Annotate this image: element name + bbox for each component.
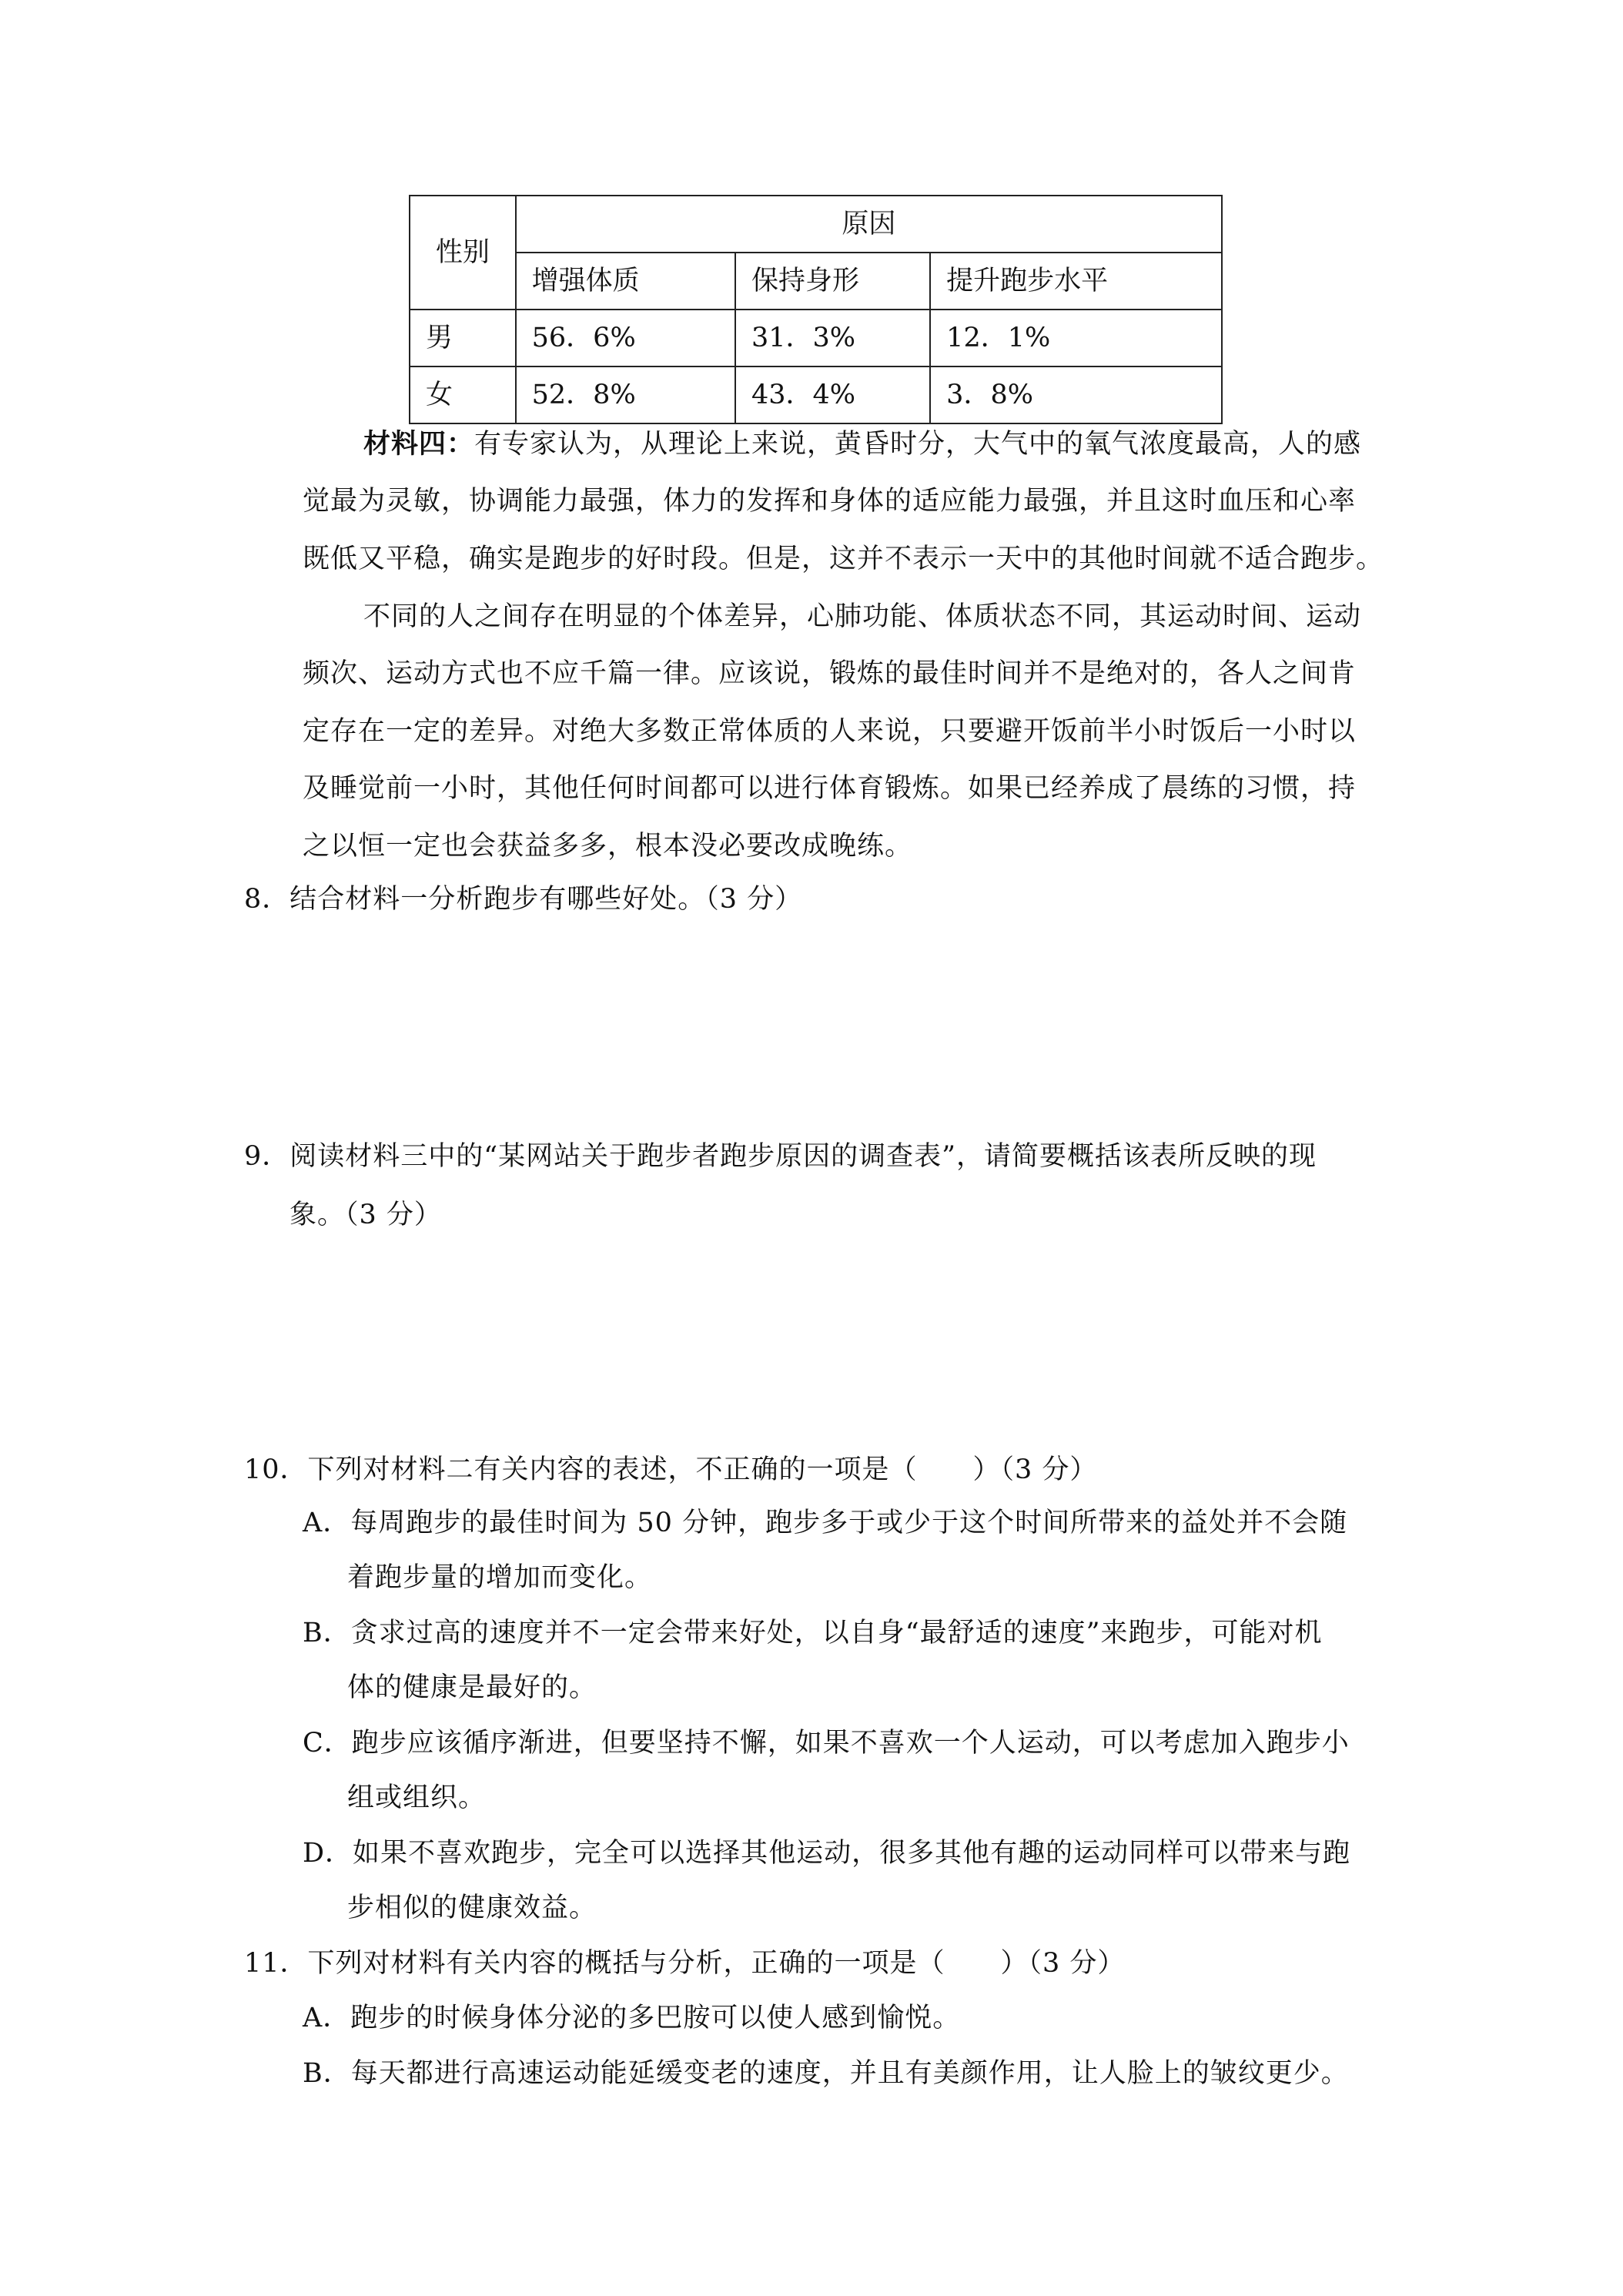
table-row [410, 366, 1222, 423]
material4-line: 觉最为灵敏，协调能力最强，体力的发挥和身体的适应能力最强，并且这时血压和心率 [303, 486, 1357, 517]
material4-line: 之以恒一定也会获益多多，根本没必要改成晚练。 [303, 831, 913, 862]
option-c-cont: 组或组织。 [347, 1782, 487, 1813]
question-9-cont: 象。（3 分） [289, 1200, 442, 1230]
option-b-cont: 体的健康是最好的。 [347, 1672, 597, 1703]
table-cell: 43．4% [735, 366, 930, 423]
material4-line: 不同的人之间存在明显的个体差异，心肺功能、体质状态不同，其运动时间、运动 [363, 601, 1362, 632]
survey-table [409, 195, 1223, 424]
table-cell: 12．1% [930, 310, 1222, 366]
table-cell: 52．8% [516, 366, 735, 423]
option-b: B．贪求过高的速度并不一定会带来好处，以自身“最舒适的速度”来跑步，可能对机 [303, 1618, 1323, 1648]
option-a: A．每周跑步的最佳时间为 50 分钟，跑步多于或少于这个时间所带来的益处并不会随 [303, 1508, 1348, 1538]
column-header: 增强体质 [516, 253, 735, 310]
column-header: 提升跑步水平 [930, 253, 1222, 310]
table-row [410, 310, 1222, 366]
option-d-cont: 步相似的健康效益。 [347, 1893, 597, 1923]
reason-header: 原因 [516, 196, 1222, 253]
material4-text: 有专家认为，从理论上来说，黄昏时分，大气中的氧气浓度最高，人的感 [474, 429, 1362, 460]
option-a-cont: 着跑步量的增加而变化。 [347, 1562, 653, 1593]
question-10: 10．下列对材料二有关内容的表述，不正确的一项是（ ）（3 分） [244, 1454, 1098, 1485]
gender-header: 性别 [410, 196, 516, 310]
option-a: A．跑步的时候身体分泌的多巴胺可以使人感到愉悦。 [303, 2003, 961, 2033]
column-header: 保持身形 [735, 253, 930, 310]
material4-line [363, 430, 1361, 458]
table-cell: 3．8% [930, 366, 1222, 423]
question-11: 11．下列对材料有关内容的概括与分析，正确的一项是（ ）（3 分） [244, 1948, 1126, 1979]
material4-line: 频次、运动方式也不应千篇一律。应该说，锻炼的最佳时间并不是绝对的，各人之间肯 [303, 658, 1357, 689]
material4-line: 及睡觉前一小时，其他任何时间都可以进行体育锻炼。如果已经养成了晨练的习惯，持 [303, 773, 1357, 804]
option-d: D．如果不喜欢跑步，完全可以选择其他运动，很多其他有趣的运动同样可以带来与跑 [303, 1838, 1351, 1869]
material4-label: 材料四： [363, 428, 475, 460]
material4-line: 定存在一定的差异。对绝大多数正常体质的人来说，只要避开饭前半小时饭后一小时以 [303, 716, 1357, 747]
question-8: 8．结合材料一分析跑步有哪些好处。（3 分） [244, 884, 803, 915]
table-cell: 56．6% [516, 310, 735, 366]
row-gender: 女 [410, 366, 516, 423]
table-header-row [410, 196, 1222, 253]
table-cell: 31．3% [735, 310, 930, 366]
table-subheader-row [410, 253, 1222, 310]
question-9: 9．阅读材料三中的“某网站关于跑步者跑步原因的调查表”，请简要概括该表所反映的现 [244, 1141, 1317, 1172]
option-b: B．每天都进行高速运动能延缓变老的速度，并且有美颜作用，让人脸上的皱纹更少。 [303, 2058, 1349, 2089]
material4-line: 既低又平稳，确实是跑步的好时段。但是，这并不表示一天中的其他时间就不适合跑步。 [303, 544, 1384, 574]
row-gender: 男 [410, 310, 516, 366]
option-c: C．跑步应该循序渐进，但要坚持不懈，如果不喜欢一个人运动，可以考虑加入跑步小 [303, 1728, 1350, 1759]
